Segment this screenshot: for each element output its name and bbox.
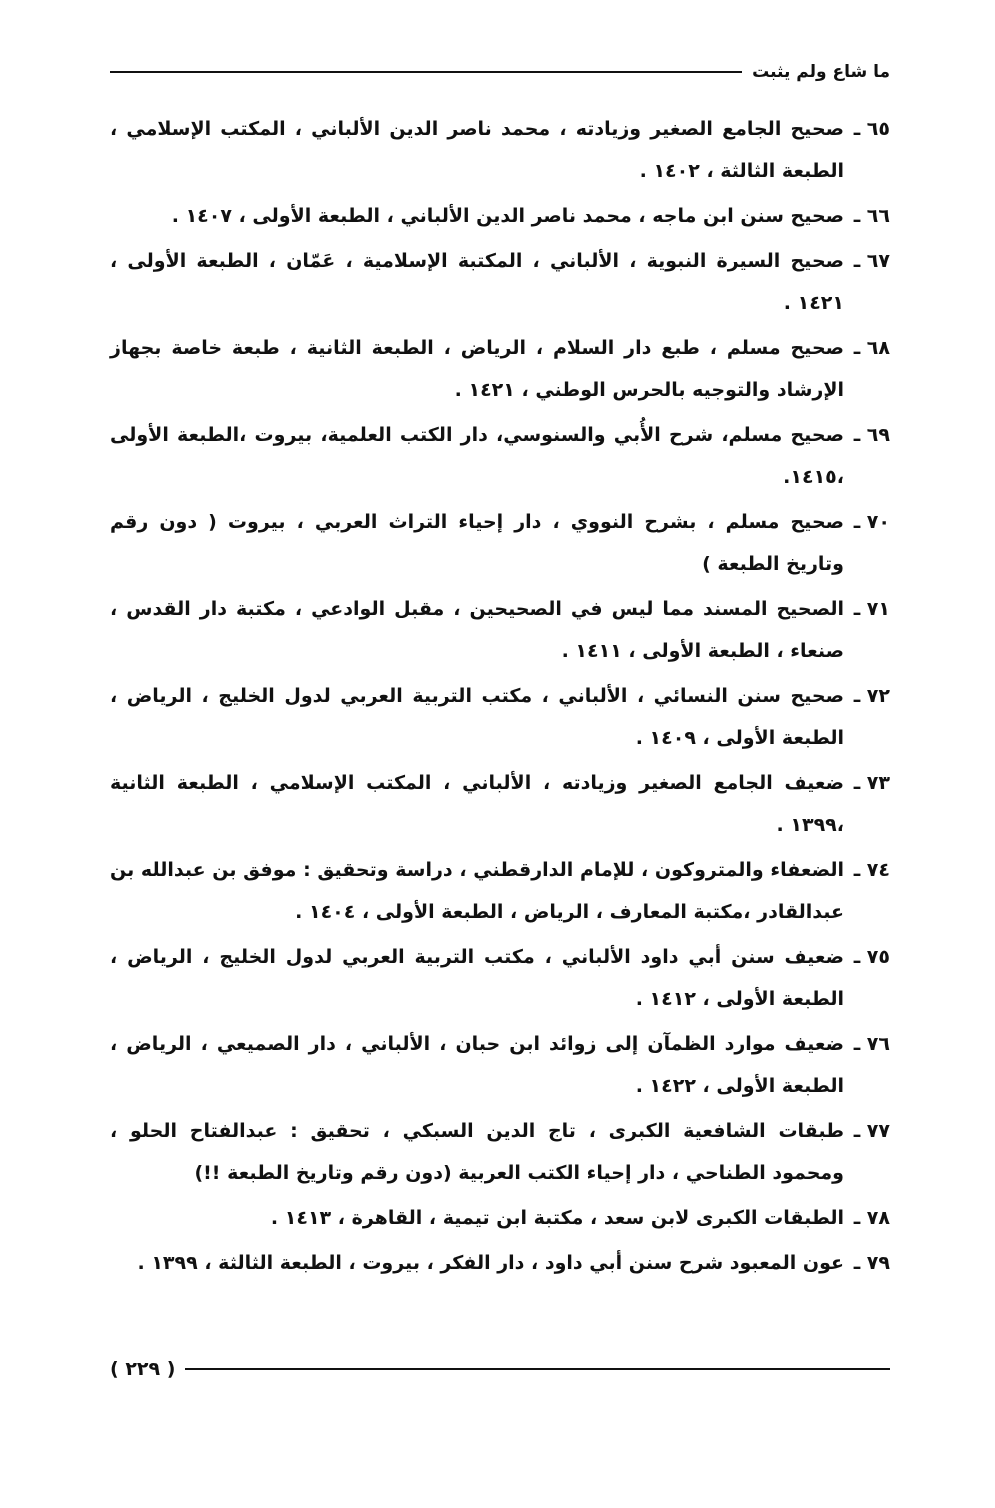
entry-text: صحيح مسلم ، بشرح النووي ، دار إحياء التراث العربي ، بيروت ( دون رقم وتاريخ الطبعة )	[110, 511, 844, 575]
bibliography-entry-75	[110, 936, 890, 1020]
entry-number: ٧٠ ـ	[853, 511, 890, 533]
header-rule	[110, 71, 742, 73]
entry-text: صحيح سنن ابن ماجه ، محمد ناصر الدين الألباني ، الطبعة الأولى ، ١٤٠٧ .	[171, 205, 844, 227]
entry-number: ٧٣ ـ	[853, 772, 890, 794]
entry-number: ٧٧ ـ	[853, 1120, 890, 1142]
page-number: ( ٢٢٩ )	[110, 1358, 176, 1380]
entry-text: ضعيف سنن أبي داود الألباني ، مكتب التربية العربي لدول الخليج ، الرياض ، الطبعة الأولى ، ١٤١٢ .	[110, 946, 844, 1010]
entry-text: صحيح مسلم، شرح الأُبي والسنوسي، دار الكتب العلمية، بيروت ،الطبعة الأولى ،١٤١٥.	[110, 424, 844, 488]
bibliography-entry-65	[110, 108, 890, 192]
bibliography-entry-72	[110, 675, 890, 759]
bibliography-entry-73	[110, 762, 890, 846]
entry-number: ٧٨ ـ	[853, 1207, 890, 1229]
bibliography-entry-77	[110, 1110, 890, 1194]
entry-text: صحيح الجامع الصغير وزيادته ، محمد ناصر الدين الألباني ، المكتب الإسلامي ، الطبعة الثالثة ، ١٤٠٢ .	[110, 118, 844, 182]
entry-number: ٦٥ ـ	[853, 118, 890, 140]
bibliography-entry-68	[110, 327, 890, 411]
entry-text: طبقات الشافعية الكبرى ، تاج الدين السبكي ، تحقيق : عبدالفتاح الحلو ، ومحمود الطناحي ، دار إحياء الكتب العربية (دون رقم وتاريخ الطبعة !!)	[110, 1120, 844, 1184]
entry-number: ٧١ ـ	[853, 598, 890, 620]
entry-number: ٦٨ ـ	[853, 337, 890, 359]
entry-number: ٧٦ ـ	[853, 1033, 890, 1055]
entry-number: ٧٩ ـ	[853, 1252, 890, 1274]
bibliography-entry-70	[110, 501, 890, 585]
bibliography-entry-71	[110, 588, 890, 672]
bibliography-entry-78	[110, 1197, 890, 1239]
entry-text: صحيح السيرة النبوية ، الألباني ، المكتبة الإسلامية ، عَمّان ، الطبعة الأولى ، ١٤٢١ .	[110, 250, 844, 314]
entry-text: صحيح مسلم ، طبع دار السلام ، الرياض ، الطبعة الثانية ، طبعة خاصة بجهاز الإرشاد والتوجيه بالحرس الوطني ، ١٤٢١ .	[110, 337, 844, 401]
entry-number: ٦٦ ـ	[853, 205, 890, 227]
entry-number: ٧٤ ـ	[853, 859, 890, 881]
bibliography-entry-66	[110, 195, 890, 237]
entry-number: ٧٢ ـ	[853, 685, 890, 707]
entry-number: ٧٥ ـ	[853, 946, 890, 968]
entry-text: ضعيف الجامع الصغير وزيادته ، الألباني ، المكتب الإسلامي ، الطبعة الثانية ،١٣٩٩ .	[110, 772, 844, 836]
running-header	[110, 62, 890, 82]
bibliography-list	[110, 108, 890, 1287]
entry-number: ٦٧ ـ	[853, 250, 890, 272]
entry-text: الصحيح المسند مما ليس في الصحيحين ، مقبل الوادعي ، مكتبة دار القدس ، صنعاء ، الطبعة الأولى ، ١٤١١ .	[110, 598, 844, 662]
page-footer	[110, 1358, 890, 1380]
entry-text: الطبقات الكبرى لابن سعد ، مكتبة ابن تيمية ، القاهرة ، ١٤١٣ .	[270, 1207, 844, 1229]
entry-text: صحيح سنن النسائي ، الألباني ، مكتب التربية العربي لدول الخليج ، الرياض ، الطبعة الأولى ، ١٤٠٩ .	[110, 685, 844, 749]
bibliography-entry-69	[110, 414, 890, 498]
bibliography-entry-76	[110, 1023, 890, 1107]
entry-text: الضعفاء والمتروكون ، للإمام الدارقطني ، دراسة وتحقيق : موفق بن عبدالله بن عبدالقادر ،مكتبة المعارف ، الرياض ، الطبعة الأولى ، ١٤٠٤ .	[110, 859, 844, 923]
bibliography-entry-79	[110, 1242, 890, 1284]
running-header-title: ما شاع ولم يثبت	[752, 62, 890, 82]
bibliography-entry-67	[110, 240, 890, 324]
bibliography-entry-74	[110, 849, 890, 933]
entry-text: عون المعبود شرح سنن أبي داود ، دار الفكر ، بيروت ، الطبعة الثالثة ، ١٣٩٩ .	[137, 1252, 844, 1274]
entry-text: ضعيف موارد الظمآن إلى زوائد ابن حبان ، الألباني ، دار الصميعي ، الرياض ، الطبعة الأولى ، ١٤٢٢ .	[110, 1033, 844, 1097]
footer-rule	[185, 1368, 890, 1370]
entry-number: ٦٩ ـ	[853, 424, 890, 446]
